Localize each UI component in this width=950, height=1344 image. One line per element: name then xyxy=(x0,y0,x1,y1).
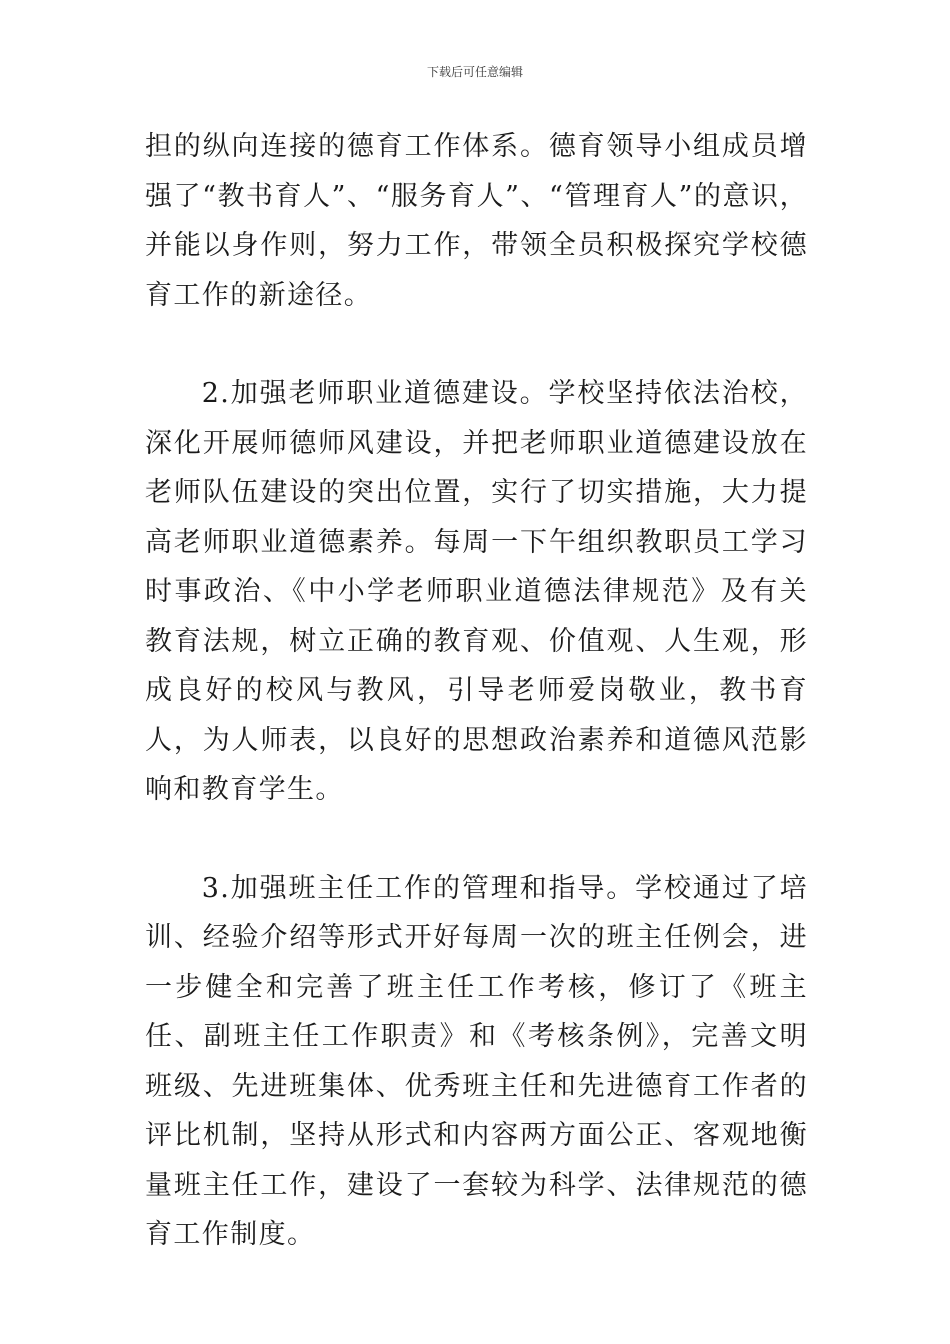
document-body xyxy=(145,122,808,1260)
paragraph-head-teacher-management: 3.加强班主任工作的管理和指导。学校通过了培训、经验介绍等形式开好每周一次的班主任例会，进一步健全和完善了班主任工作考核，修订了《班主任、副班主任工作职责》和《考核条例》，完善文明班级、先进班集体、优秀班主任和先进德育工作者的评比机制，坚持从形式和内容两方面公正、客观地衡量班主任工作，建设了一套较为科学、法律规范的德育工作制度。 xyxy=(145,872,808,1250)
paragraph-teacher-ethics: 2.加强老师职业道德建设。学校坚持依法治校，深化开展师德师风建设，并把老师职业道德建设放在老师队伍建设的突出位置，实行了切实措施，大力提高老师职业道德素养。每周一下午组织教职员工学习时事政治、《中小学老师职业道德法律规范》及有关教育法规，树立正确的教育观、价值观、人生观，形成良好的校风与教风，引导老师爱岗敬业，教书育人，为人师表，以良好的思想政治素养和道德风范影响和教育学生。 xyxy=(145,378,808,805)
page-header-note: 下载后可任意编辑 xyxy=(426,65,523,79)
paragraph-continuation: 担的纵向连接的德育工作体系。德育领导小组成员增强了“教书育人”、“服务育人”、“管理育人”的意识，并能以身作则，努力工作，带领全员积极探究学校德育工作的新途径。 xyxy=(145,131,808,311)
